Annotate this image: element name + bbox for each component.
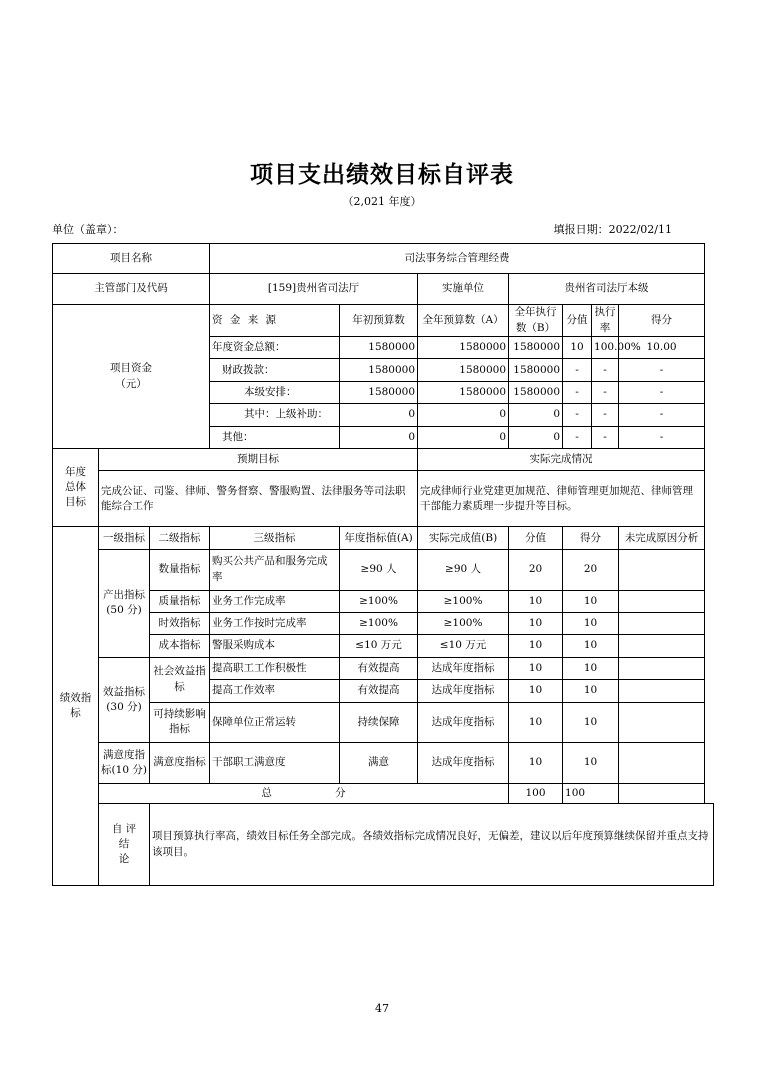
indicator-level2: 成本指标 (150, 635, 210, 657)
indicator-score: 10 (563, 657, 619, 679)
funds-executed: 0 (509, 404, 563, 426)
total-reason (619, 783, 705, 803)
indicator-level3: 提高职工工作积极性 (210, 657, 340, 679)
funds-executed: 1580000 (509, 359, 563, 381)
funds-annual: 1580000 (418, 359, 509, 381)
funds-initial: 0 (340, 426, 418, 448)
indicator-row-satisfaction (53, 743, 714, 784)
indicator-actual: 达成年度指标 (418, 743, 509, 784)
funds-header-annual: 全年预算数（A） (418, 305, 509, 337)
indicator-target: ≥90 人 (340, 549, 418, 590)
project-name-row (53, 244, 714, 274)
unit-label: 单位（盖章）： (52, 223, 124, 236)
funds-annual: 0 (418, 404, 509, 426)
funds-rate: - (592, 404, 619, 426)
funds-score-value: - (563, 404, 592, 426)
benefit-score-text: (30 分) (106, 700, 142, 713)
indicator-score: 10 (563, 702, 619, 743)
page-number: 47 (375, 1002, 389, 1015)
funds-rate: - (592, 381, 619, 403)
benefit-label-text: 效益指标 (103, 685, 145, 698)
conclusion-label-line: 结 (118, 838, 130, 851)
indicator-value: 10 (509, 657, 563, 679)
goals-header-row (53, 449, 714, 471)
indicator-score: 10 (563, 635, 619, 657)
funds-score: - (619, 426, 705, 448)
indicator-header-level3: 三级指标 (210, 527, 340, 549)
indicator-actual: ≥100% (418, 612, 509, 634)
indicator-level3: 购买公共产品和服务完成率 (210, 549, 340, 590)
funds-rate: - (592, 359, 619, 381)
indicator-value: 10 (509, 680, 563, 702)
output-label-text: 产出指标 (103, 589, 145, 602)
indicators-label: 绩效指标 (53, 527, 99, 886)
funds-rate: 100.00% (592, 337, 619, 359)
indicator-reason (619, 635, 705, 657)
indicator-value: 20 (509, 549, 563, 590)
indicator-score: 10 (563, 612, 619, 634)
indicator-level2: 质量指标 (150, 590, 210, 612)
indicator-reason (619, 702, 705, 743)
indicator-reason (619, 549, 705, 590)
indicator-target: ≥100% (340, 590, 418, 612)
funds-score: - (619, 359, 705, 381)
indicator-actual: ≤10 万元 (418, 635, 509, 657)
funds-score-value: 10 (563, 337, 592, 359)
department-label: 主管部门及代码 (53, 273, 210, 305)
implementing-unit-value: 贵州省司法厅本级 (509, 273, 705, 305)
indicator-value: 10 (509, 743, 563, 784)
indicator-level2: 时效指标 (150, 612, 210, 634)
indicator-level3: 提高工作效率 (210, 680, 340, 702)
goals-label-line: 总体 (65, 481, 86, 494)
funds-score: - (619, 381, 705, 403)
indicator-level2: 满意度指标 (150, 743, 210, 784)
indicator-header-value: 分值 (509, 527, 563, 549)
conclusion-label (99, 804, 150, 886)
indicator-target: 满意 (340, 743, 418, 784)
total-score: 100 (563, 783, 619, 803)
indicator-header-actual: 实际完成值(B) (418, 527, 509, 549)
funds-executed: 1580000 (509, 337, 563, 359)
funds-initial: 1580000 (340, 337, 418, 359)
output-indicator-label (99, 549, 150, 657)
indicator-level2: 可持续影响指标 (150, 702, 210, 743)
evaluation-table (52, 243, 714, 886)
funds-initial: 0 (340, 404, 418, 426)
indicator-reason (619, 743, 705, 784)
expected-goal-text: 完成公证、司鉴、律师、警务督察、警服购置、法律服务等司法职能综合工作 (99, 471, 418, 527)
funds-initial: 1580000 (340, 359, 418, 381)
indicator-actual: 达成年度指标 (418, 680, 509, 702)
page-title: 项目支出绩效目标自评表 (250, 161, 514, 188)
funds-header-row (53, 305, 714, 337)
conclusion-label-line: 论 (118, 853, 130, 866)
indicator-score: 10 (563, 680, 619, 702)
indicator-row-cost (53, 635, 714, 657)
conclusion-label-line: 自 评 (111, 822, 137, 835)
indicator-target: 有效提高 (340, 657, 418, 679)
funds-header-rate: 执行率 (592, 305, 619, 337)
report-year: （2,021 年度） (342, 195, 422, 208)
indicator-header-level1: 一级指标 (99, 527, 150, 549)
indicator-reason (619, 680, 705, 702)
fill-date: 填报日期：2022/02/11 (553, 223, 672, 236)
funds-source: 其中：上级补助： (210, 404, 340, 426)
indicator-level3: 警服采购成本 (210, 635, 340, 657)
indicator-header-target: 年度指标值(A) (340, 527, 418, 549)
goals-label (53, 449, 99, 527)
funds-score: 10.00 (619, 337, 705, 359)
department-row (53, 273, 714, 305)
funds-header-score: 得分 (619, 305, 705, 337)
total-value: 100 (509, 783, 563, 803)
funds-annual: 1580000 (418, 337, 509, 359)
funds-source: 财政拨款： (210, 359, 340, 381)
indicator-value: 10 (509, 612, 563, 634)
funds-annual: 1580000 (418, 381, 509, 403)
indicator-target: 持续保障 (340, 702, 418, 743)
funds-executed: 1580000 (509, 381, 563, 403)
funds-rate: - (592, 426, 619, 448)
goals-label-line: 年度 (65, 465, 86, 478)
indicator-value: 10 (509, 702, 563, 743)
funds-source: 年度资金总额： (210, 337, 340, 359)
indicator-level3: 干部职工满意度 (210, 743, 340, 784)
funds-source: 本级安排： (210, 381, 340, 403)
department-value: [159]贵州省司法厅 (210, 273, 418, 305)
funds-score: - (619, 404, 705, 426)
indicator-score: 20 (563, 549, 619, 590)
indicator-row-social-1 (53, 657, 714, 679)
indicator-header-score: 得分 (563, 527, 619, 549)
indicator-header-reason: 未完成原因分析 (619, 527, 705, 549)
funds-header-source: 资 金 来 源 (210, 305, 340, 337)
funds-score-value: - (563, 426, 592, 448)
indicator-reason (619, 657, 705, 679)
indicator-actual: ≥100% (418, 590, 509, 612)
indicator-row-sustain (53, 702, 714, 743)
funds-header-initial: 年初预算数 (340, 305, 418, 337)
indicator-target: ≤10 万元 (340, 635, 418, 657)
satisfaction-indicator-label: 满意度指标(10 分) (99, 743, 150, 784)
indicator-level3: 保障单位正常运转 (210, 702, 340, 743)
output-score-text: (50 分) (106, 604, 142, 617)
indicator-level3: 业务工作按时完成率 (210, 612, 340, 634)
goals-label-line: 目标 (65, 496, 86, 509)
implementing-unit-label: 实施单位 (418, 273, 509, 305)
funds-unit-text: （元） (115, 377, 147, 390)
total-row (53, 783, 714, 803)
indicator-header-level2: 二级指标 (150, 527, 210, 549)
expected-goal-header: 预期目标 (99, 449, 418, 471)
social-benefit-label: 社会效益指标 (150, 657, 210, 702)
indicator-row-quality (53, 590, 714, 612)
funds-annual: 0 (418, 426, 509, 448)
indicator-actual: 达成年度指标 (418, 702, 509, 743)
indicator-score: 10 (563, 743, 619, 784)
indicator-target: 有效提高 (340, 680, 418, 702)
indicator-value: 10 (509, 590, 563, 612)
funds-header-executed: 全年执行数（B） (509, 305, 563, 337)
evaluation-table-wrapper (52, 243, 714, 886)
funds-label-text: 项目资金 (110, 362, 153, 375)
funds-header-score-value: 分值 (563, 305, 592, 337)
indicator-actual: ≥90 人 (418, 549, 509, 590)
indicator-reason (619, 590, 705, 612)
indicator-level3: 业务工作完成率 (210, 590, 340, 612)
indicator-level2: 数量指标 (150, 549, 210, 590)
indicator-row-quantity (53, 549, 714, 590)
project-name-label: 项目名称 (53, 244, 210, 274)
indicator-target: ≥100% (340, 612, 418, 634)
indicator-row-timeliness (53, 612, 714, 634)
funds-label (53, 305, 210, 449)
project-name-value: 司法事务综合管理经费 (210, 244, 705, 274)
indicator-score: 10 (563, 590, 619, 612)
funds-score-value: - (563, 359, 592, 381)
indicator-value: 10 (509, 635, 563, 657)
total-label: 总 分 (99, 783, 509, 803)
funds-initial: 1580000 (340, 381, 418, 403)
indicator-reason (619, 612, 705, 634)
indicator-actual: 达成年度指标 (418, 657, 509, 679)
funds-executed: 0 (509, 426, 563, 448)
actual-goal-header: 实际完成情况 (418, 449, 705, 471)
funds-source: 其他： (210, 426, 340, 448)
indicator-header-row (53, 527, 714, 549)
benefit-indicator-label (99, 657, 150, 743)
funds-score-value: - (563, 381, 592, 403)
actual-goal-text: 完成律师行业党建更加规范、律师管理更加规范、律师管理干部能力素质理一步提升等目标。 (418, 471, 705, 527)
conclusion-row (53, 804, 714, 886)
conclusion-text: 项目预算执行率高，绩效目标任务全部完成。各绩效指标完成情况良好，无偏差，建议以后年度预算继续保留并重点支持该项目。 (150, 804, 714, 886)
goals-content-row (53, 471, 714, 527)
